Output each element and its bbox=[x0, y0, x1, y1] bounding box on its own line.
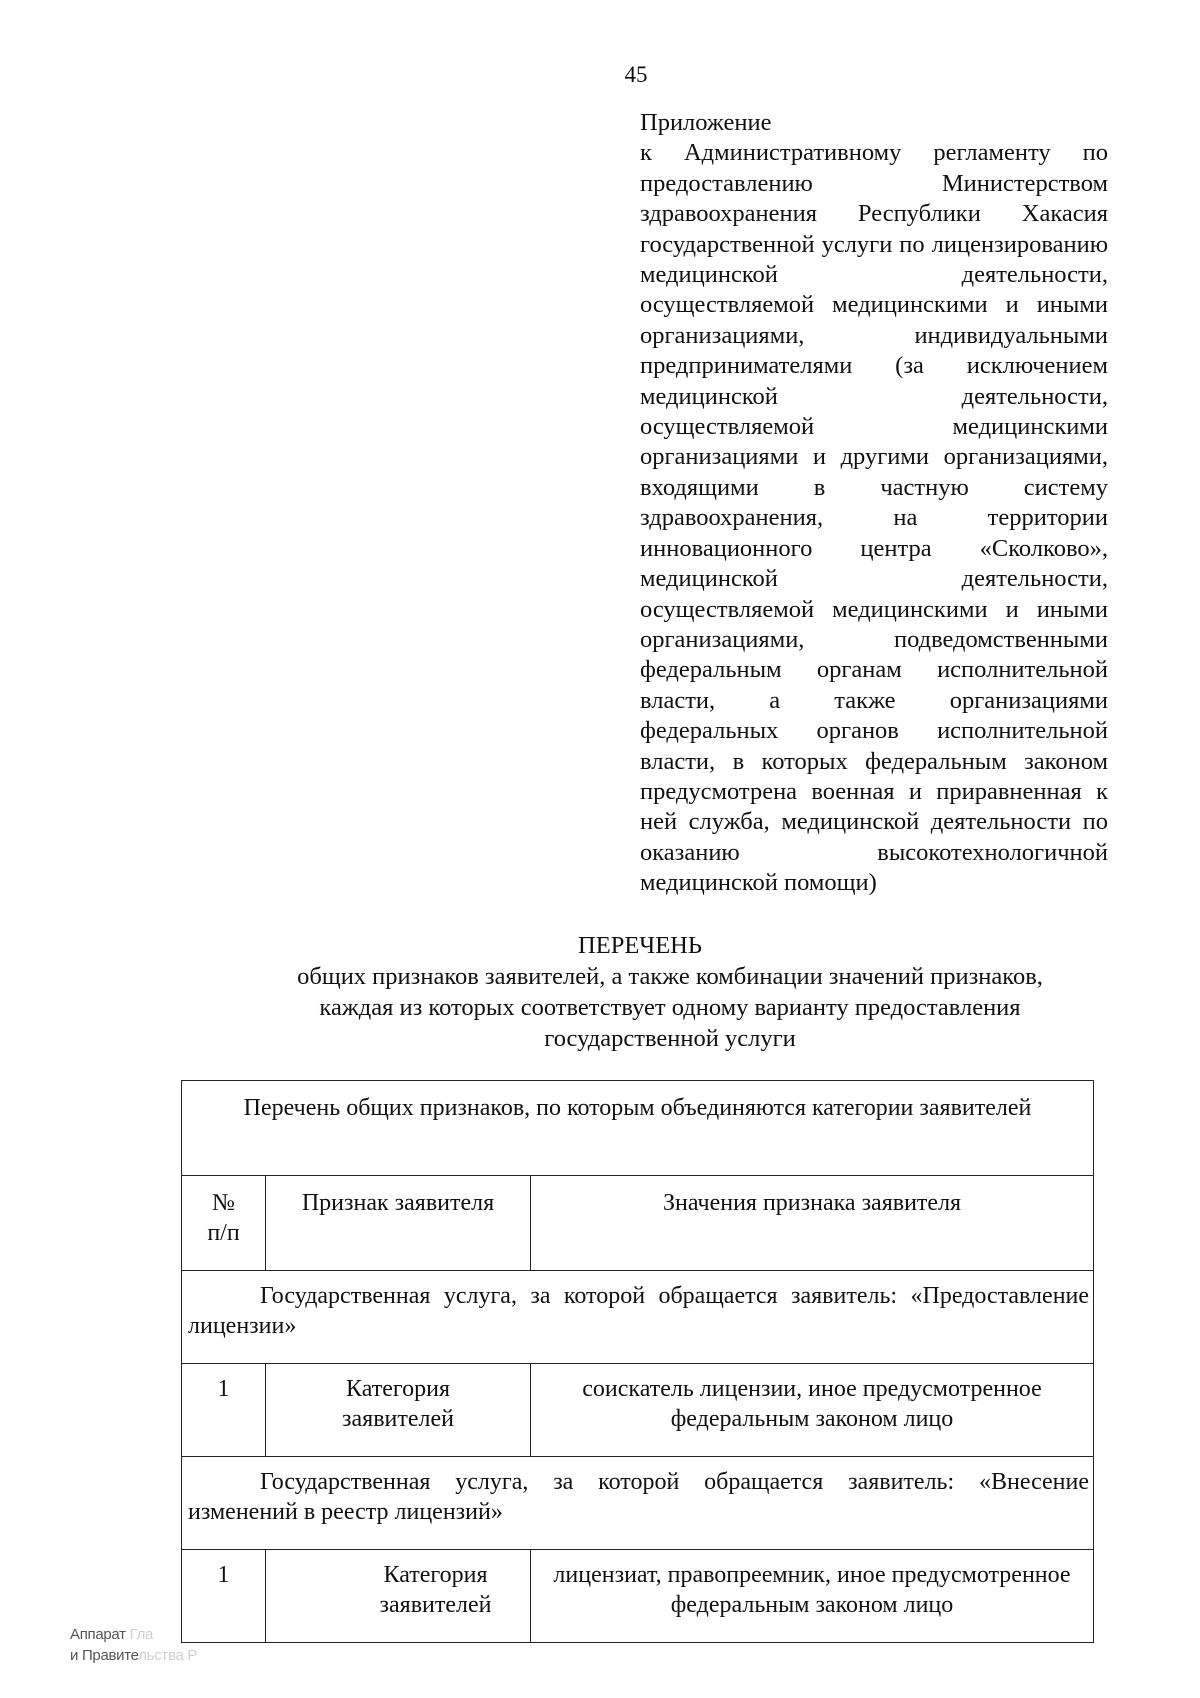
table-row bbox=[182, 1457, 1094, 1550]
table-cell-number: 1 bbox=[182, 1364, 266, 1457]
table-row bbox=[182, 1176, 1094, 1271]
column-header-attribute: Признак заявителя bbox=[266, 1176, 531, 1271]
table-header-span: Перечень общих признаков, по которым объединяются категории заявителей bbox=[182, 1081, 1094, 1176]
applicants-table bbox=[181, 1080, 1094, 1643]
table-row bbox=[182, 1081, 1094, 1176]
column-header-number bbox=[182, 1176, 266, 1271]
office-stamp bbox=[70, 1624, 197, 1666]
column-header-number-line: № bbox=[212, 1190, 235, 1216]
list-subtitle-line: общих признаков заявителей, а также комбинации значений признаков, bbox=[297, 963, 1043, 990]
service-row-text: Государственная услуга, за которой обращается заявитель: «Предоставление лицензии» bbox=[188, 1283, 1090, 1339]
service-row-text: Государственная услуга, за которой обращается заявитель: «Внесение изменений в реестр лицензий» bbox=[188, 1469, 1090, 1525]
column-header-values: Значения признака заявителя bbox=[531, 1176, 1094, 1271]
stamp-line bbox=[70, 1645, 197, 1666]
list-subtitle-line: каждая из которых соответствует одному варианту предоставления bbox=[319, 994, 1021, 1021]
stamp-text-faded: льства Р bbox=[138, 1647, 198, 1664]
table-row bbox=[182, 1364, 1094, 1457]
service-row-license-register-changes bbox=[182, 1457, 1094, 1550]
stamp-line bbox=[70, 1624, 197, 1645]
table-cell-value: лицензиат, правопреемник, иное предусмотренное федеральным законом лицо bbox=[531, 1550, 1094, 1643]
table-cell-attribute: Категория заявителей bbox=[266, 1550, 531, 1643]
page-number: 45 bbox=[624, 62, 648, 87]
service-row-license-grant bbox=[182, 1271, 1094, 1364]
list-subtitle bbox=[250, 961, 1090, 1054]
stamp-text-faded: Гла bbox=[125, 1626, 154, 1643]
table-row bbox=[182, 1550, 1094, 1643]
list-heading: ПЕРЕЧЕНЬ bbox=[578, 932, 702, 959]
stamp-text: и Правите bbox=[70, 1647, 139, 1664]
appendix-title: Приложение bbox=[640, 109, 772, 136]
column-header-number-line: п/п bbox=[207, 1220, 240, 1246]
appendix-block bbox=[640, 108, 1108, 899]
table-row bbox=[182, 1271, 1094, 1364]
table-cell-number: 1 bbox=[182, 1550, 266, 1643]
table-cell-attribute: Категория заявителей bbox=[266, 1364, 531, 1457]
appendix-body: к Административному регламенту по предоставлению Министерством здравоохранения Республики Хакасия государственной услуги по лицензированию медицинской деятельности, осуществляемой медицинскими и иными организациями, индивидуальными предпринимателями (за исключением медицинской деятельности, осуществляемой медицинскими организациями и другими организациями, входящими в частную систему здравоохранения, на территории инновационного центра «Сколково», медицинской деятельности, осуществляемой медицинскими и иными организациями, подведомственными федеральным органам исполнительной власти, а также организациями федеральных органов исполнительной власти, в которых федеральным законом предусмотрена военная и приравненная к ней служба, медицинской деятельности по оказанию высокотехнологичной медицинской помощи) bbox=[640, 139, 1108, 897]
table-cell-value: соискатель лицензии, иное предусмотренное федеральным законом лицо bbox=[531, 1364, 1094, 1457]
stamp-text: Аппарат bbox=[70, 1626, 126, 1643]
list-subtitle-line: государственной услуги bbox=[544, 1025, 796, 1052]
